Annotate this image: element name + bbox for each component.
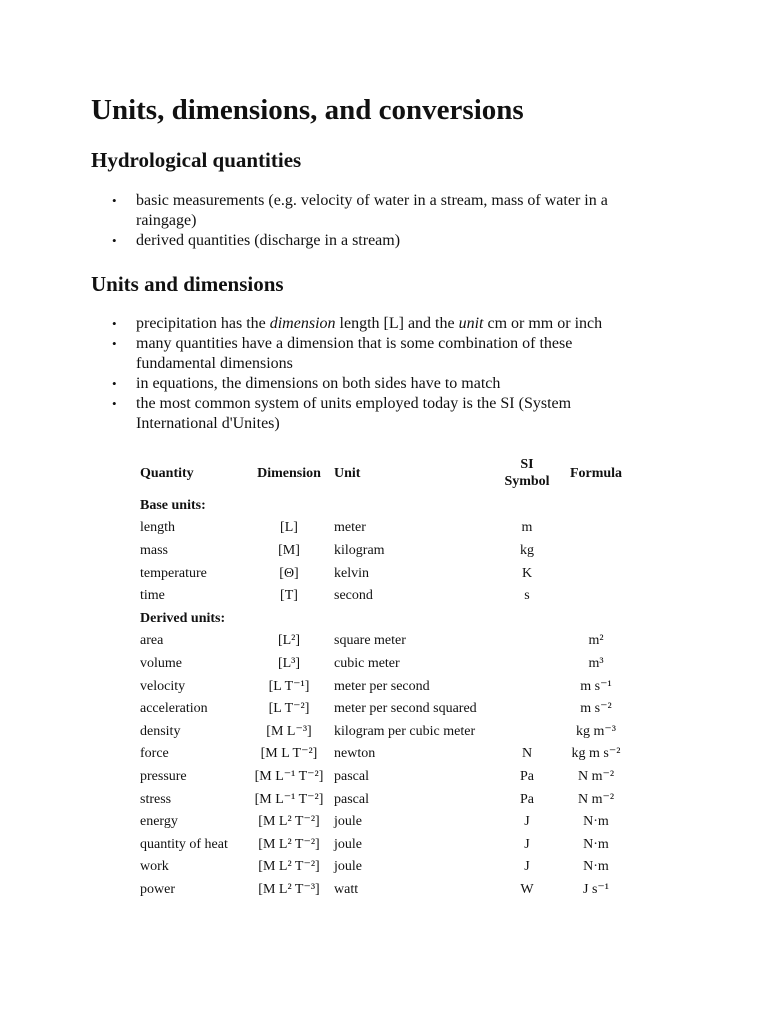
cell-unit: kilogram bbox=[334, 542, 385, 558]
table-row bbox=[137, 630, 632, 653]
table-row bbox=[137, 743, 632, 766]
section-heading-units-and-dimensions: Units and dimensions bbox=[91, 272, 284, 296]
units-table bbox=[137, 452, 632, 901]
cell-formula: N·m bbox=[583, 814, 609, 830]
header-si-symbol-line1: SI bbox=[520, 457, 534, 472]
header-dimension: Dimension bbox=[257, 465, 321, 481]
table-body bbox=[137, 494, 632, 901]
cell-quantity: mass bbox=[140, 542, 168, 558]
emphasis-unit: unit bbox=[458, 315, 484, 332]
cell-formula: m s⁻² bbox=[580, 701, 612, 717]
section-heading-hydrological-quantities: Hydrological quantities bbox=[91, 148, 302, 172]
header-formula: Formula bbox=[569, 465, 623, 481]
table-header-row bbox=[137, 452, 632, 494]
table-row bbox=[137, 856, 632, 879]
cell-dimension: [M L T⁻²] bbox=[260, 746, 318, 762]
cell-symbol: s bbox=[524, 588, 530, 604]
cell-formula: kg m⁻³ bbox=[576, 723, 616, 739]
units-and-dimensions-list bbox=[136, 314, 656, 434]
cell-quantity: force bbox=[140, 746, 169, 762]
cell-unit: meter per second bbox=[334, 678, 430, 694]
cell-dimension: [M] bbox=[278, 542, 300, 558]
table-row bbox=[137, 833, 632, 856]
table-row bbox=[137, 675, 632, 698]
cell-symbol: J bbox=[524, 836, 530, 852]
table-row bbox=[137, 517, 632, 540]
cell-dimension: [M L² T⁻²] bbox=[258, 836, 320, 852]
cell-formula: m s⁻¹ bbox=[580, 678, 612, 694]
derived-units-label: Derived units: bbox=[140, 610, 226, 626]
cell-quantity: quantity of heat bbox=[140, 836, 228, 852]
cell-symbol: W bbox=[520, 881, 534, 897]
cell-unit: cubic meter bbox=[334, 655, 400, 671]
cell-quantity: pressure bbox=[140, 768, 187, 784]
header-si-symbol bbox=[494, 452, 560, 494]
cell-unit: joule bbox=[334, 836, 362, 852]
cell-quantity: temperature bbox=[140, 565, 207, 581]
cell-unit: meter per second squared bbox=[334, 701, 477, 717]
cell-dimension: [Θ] bbox=[279, 565, 299, 581]
cell-formula bbox=[560, 517, 632, 540]
cell-formula bbox=[560, 562, 632, 585]
cell-dimension: [L²] bbox=[277, 633, 301, 649]
cell-unit: pascal bbox=[334, 791, 369, 807]
cell-formula: N m⁻² bbox=[577, 768, 615, 784]
cell-formula: N·m bbox=[583, 836, 609, 852]
cell-dimension: [L³] bbox=[277, 655, 301, 671]
cell-quantity: work bbox=[140, 859, 169, 875]
list-item: • many quantities have a dimension that is some combination of these fundamental dimensions bbox=[136, 334, 656, 374]
text-run: cm or mm or inch bbox=[483, 315, 603, 332]
cell-formula: kg m s⁻² bbox=[571, 746, 621, 762]
cell-formula: N m⁻² bbox=[577, 791, 615, 807]
table-row bbox=[137, 878, 632, 901]
table-row bbox=[137, 810, 632, 833]
cell-quantity: area bbox=[140, 633, 164, 649]
cell-unit: second bbox=[334, 588, 373, 604]
cell-symbol bbox=[494, 720, 560, 743]
cell-dimension: [M L² T⁻²] bbox=[258, 814, 320, 830]
cell-symbol bbox=[494, 675, 560, 698]
header-quantity: Quantity bbox=[140, 465, 194, 481]
table-row bbox=[137, 697, 632, 720]
cell-unit: kelvin bbox=[334, 565, 369, 581]
list-item: • the most common system of units employed today is the SI (System International d'Unites) bbox=[136, 394, 656, 434]
cell-unit: watt bbox=[334, 881, 359, 897]
hydrological-quantities-list bbox=[136, 191, 656, 251]
cell-symbol: K bbox=[521, 565, 533, 581]
cell-symbol: J bbox=[524, 859, 530, 875]
cell-symbol bbox=[494, 652, 560, 675]
cell-quantity: velocity bbox=[140, 678, 186, 694]
cell-quantity: stress bbox=[140, 791, 172, 807]
cell-symbol: Pa bbox=[520, 768, 534, 784]
cell-dimension: [M L⁻³] bbox=[266, 723, 312, 739]
cell-dimension: [M L⁻¹ T⁻²] bbox=[254, 768, 324, 784]
emphasis-dimension: dimension bbox=[269, 315, 336, 332]
list-item bbox=[136, 314, 656, 334]
table-row bbox=[137, 584, 632, 607]
cell-quantity: acceleration bbox=[140, 701, 208, 717]
cell-quantity: power bbox=[140, 881, 175, 897]
page-title: Units, dimensions, and conversions bbox=[91, 94, 524, 126]
cell-unit: joule bbox=[334, 859, 362, 875]
table-row bbox=[137, 652, 632, 675]
cell-formula bbox=[560, 584, 632, 607]
cell-symbol: kg bbox=[520, 542, 534, 558]
cell-quantity: time bbox=[140, 588, 165, 604]
header-si-symbol-line2: Symbol bbox=[504, 474, 550, 489]
table-row bbox=[137, 720, 632, 743]
cell-dimension: [M L² T⁻³] bbox=[258, 881, 320, 897]
text-run: length [L] and the bbox=[335, 315, 459, 332]
table-row bbox=[137, 539, 632, 562]
cell-dimension: [M L² T⁻²] bbox=[258, 859, 320, 875]
list-item: • in equations, the dimensions on both sides have to match bbox=[136, 374, 656, 394]
header-unit: Unit bbox=[334, 465, 361, 481]
cell-dimension: [L] bbox=[280, 520, 298, 536]
cell-unit: kilogram per cubic meter bbox=[334, 723, 476, 739]
cell-unit: joule bbox=[334, 814, 362, 830]
cell-quantity: density bbox=[140, 723, 181, 739]
table-row bbox=[137, 562, 632, 585]
list-item: • basic measurements (e.g. velocity of water in a stream, mass of water in a raingage) bbox=[136, 191, 656, 231]
cell-unit: meter bbox=[334, 520, 366, 536]
cell-symbol: J bbox=[524, 814, 530, 830]
cell-quantity: volume bbox=[140, 655, 182, 671]
cell-unit: newton bbox=[334, 746, 376, 762]
base-units-label-row bbox=[137, 494, 632, 517]
table-row bbox=[137, 788, 632, 811]
cell-formula bbox=[560, 539, 632, 562]
cell-dimension: [L T⁻¹] bbox=[268, 678, 310, 694]
cell-symbol: Pa bbox=[520, 791, 534, 807]
cell-quantity: energy bbox=[140, 814, 178, 830]
cell-symbol: N bbox=[521, 746, 533, 762]
cell-formula: m³ bbox=[588, 655, 604, 671]
cell-dimension: [T] bbox=[280, 588, 298, 604]
cell-formula: m² bbox=[588, 633, 604, 649]
cell-formula: J s⁻¹ bbox=[583, 881, 609, 897]
cell-unit: pascal bbox=[334, 768, 369, 784]
cell-symbol: m bbox=[521, 520, 533, 536]
derived-units-label-row bbox=[137, 607, 632, 630]
cell-quantity: length bbox=[140, 520, 175, 536]
cell-formula: N·m bbox=[583, 859, 609, 875]
cell-dimension: [L T⁻²] bbox=[268, 701, 310, 717]
table-row bbox=[137, 765, 632, 788]
text-run: precipitation has the bbox=[136, 315, 270, 332]
list-item: • derived quantities (discharge in a stream) bbox=[136, 231, 656, 251]
cell-symbol bbox=[494, 697, 560, 720]
cell-unit: square meter bbox=[334, 633, 406, 649]
base-units-label: Base units: bbox=[140, 497, 206, 513]
cell-dimension: [M L⁻¹ T⁻²] bbox=[254, 791, 324, 807]
cell-symbol bbox=[494, 630, 560, 653]
